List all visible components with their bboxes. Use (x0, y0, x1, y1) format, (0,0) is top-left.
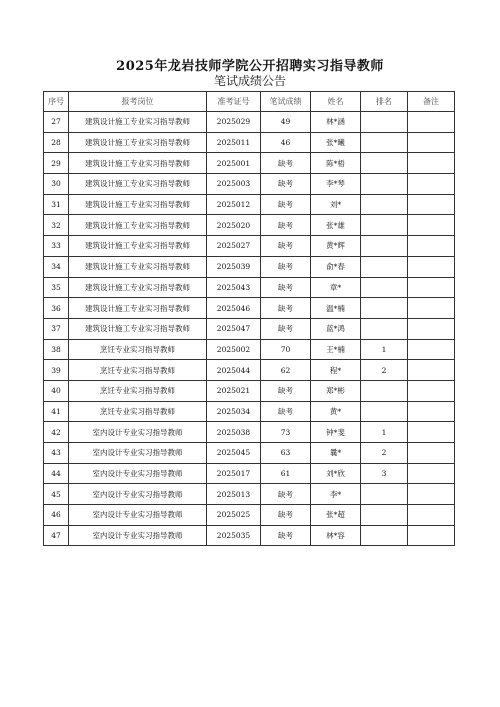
cell-seq: 37 (44, 318, 69, 339)
document-subtitle: 笔试成绩公告 (213, 74, 286, 88)
cell-exam-id: 2025043 (207, 277, 261, 298)
cell-name: 陈*梧 (311, 153, 361, 174)
cell-name: 李*琴 (311, 174, 361, 195)
cell-score: 61 (261, 463, 311, 484)
cell-name: 郑*彬 (311, 380, 361, 401)
cell-name: 张*曦 (311, 132, 361, 153)
cell-seq: 32 (44, 215, 69, 236)
cell-name: 张*雄 (311, 215, 361, 236)
cell-position: 室内设计专业实习指导教师 (69, 443, 207, 464)
cell-remarks (408, 298, 455, 319)
cell-remarks (408, 525, 455, 546)
cell-score: 缺考 (261, 318, 311, 339)
table-row (44, 422, 455, 443)
table-row (44, 112, 455, 133)
header-name: 姓名 (311, 92, 361, 112)
header-position: 报考岗位 (69, 92, 207, 112)
cell-position: 烹饪专业实习指导教师 (69, 380, 207, 401)
table-row (44, 525, 455, 546)
cell-name: 温*楠 (311, 298, 361, 319)
cell-rank: 1 (361, 339, 408, 360)
cell-rank (361, 215, 408, 236)
cell-exam-id: 2025003 (207, 174, 261, 195)
cell-exam-id: 2025034 (207, 401, 261, 422)
cell-rank: 2 (361, 443, 408, 464)
cell-remarks (408, 505, 455, 526)
cell-remarks (408, 380, 455, 401)
cell-rank (361, 277, 408, 298)
cell-exam-id: 2025039 (207, 256, 261, 277)
document-title: 2025年龙岩技师学院公开招聘实习指导教师 (116, 59, 384, 74)
cell-rank (361, 380, 408, 401)
cell-position: 烹饪专业实习指导教师 (69, 360, 207, 381)
cell-exam-id: 2025029 (207, 112, 261, 133)
cell-remarks (408, 132, 455, 153)
cell-rank (361, 484, 408, 505)
cell-seq: 46 (44, 505, 69, 526)
cell-score: 46 (261, 132, 311, 153)
cell-exam-id: 2025044 (207, 360, 261, 381)
table-row (44, 194, 455, 215)
cell-rank: 2 (361, 360, 408, 381)
cell-seq: 31 (44, 194, 69, 215)
cell-remarks (408, 318, 455, 339)
cell-remarks (408, 256, 455, 277)
cell-exam-id: 2025021 (207, 380, 261, 401)
header-seq: 序号 (44, 92, 69, 112)
cell-position: 建筑设计施工专业实习指导教师 (69, 318, 207, 339)
header-score: 笔试成绩 (261, 92, 311, 112)
cell-score: 缺考 (261, 484, 311, 505)
cell-remarks (408, 194, 455, 215)
cell-score: 62 (261, 360, 311, 381)
cell-name: 蓝*鸿 (311, 318, 361, 339)
cell-name: 刘* (311, 194, 361, 215)
cell-rank (361, 525, 408, 546)
score-table (43, 91, 455, 546)
cell-name: 林*容 (311, 525, 361, 546)
cell-rank: 3 (361, 463, 408, 484)
cell-exam-id: 2025047 (207, 318, 261, 339)
table-row (44, 215, 455, 236)
cell-score: 缺考 (261, 277, 311, 298)
cell-remarks (408, 174, 455, 195)
cell-position: 室内设计专业实习指导教师 (69, 463, 207, 484)
cell-seq: 45 (44, 484, 69, 505)
cell-remarks (408, 215, 455, 236)
cell-score: 49 (261, 112, 311, 133)
cell-seq: 43 (44, 443, 69, 464)
cell-score: 缺考 (261, 194, 311, 215)
cell-seq: 44 (44, 463, 69, 484)
cell-position: 建筑设计施工专业实习指导教师 (69, 153, 207, 174)
cell-seq: 42 (44, 422, 69, 443)
cell-rank (361, 236, 408, 257)
cell-position: 建筑设计施工专业实习指导教师 (69, 298, 207, 319)
cell-exam-id: 2025017 (207, 463, 261, 484)
cell-exam-id: 2025027 (207, 236, 261, 257)
table-header-row (44, 92, 455, 112)
cell-seq: 34 (44, 256, 69, 277)
cell-remarks (408, 401, 455, 422)
header-remarks: 备注 (408, 92, 455, 112)
cell-remarks (408, 360, 455, 381)
cell-rank (361, 174, 408, 195)
cell-rank (361, 153, 408, 174)
table-row (44, 277, 455, 298)
cell-name: 刘*欣 (311, 463, 361, 484)
cell-position: 建筑设计施工专业实习指导教师 (69, 174, 207, 195)
table-row (44, 463, 455, 484)
cell-score: 73 (261, 422, 311, 443)
cell-score: 缺考 (261, 215, 311, 236)
cell-position: 建筑设计施工专业实习指导教师 (69, 112, 207, 133)
cell-rank (361, 194, 408, 215)
cell-name: 张*超 (311, 505, 361, 526)
cell-seq: 28 (44, 132, 69, 153)
cell-remarks (408, 443, 455, 464)
cell-score: 缺考 (261, 174, 311, 195)
cell-exam-id: 2025011 (207, 132, 261, 153)
cell-name: 黄*辉 (311, 236, 361, 257)
cell-name: 俞*春 (311, 256, 361, 277)
cell-name: 黄* (311, 401, 361, 422)
cell-rank (361, 401, 408, 422)
cell-exam-id: 2025035 (207, 525, 261, 546)
table-row (44, 505, 455, 526)
cell-rank (361, 505, 408, 526)
cell-exam-id: 2025038 (207, 422, 261, 443)
cell-exam-id: 2025046 (207, 298, 261, 319)
cell-exam-id: 2025045 (207, 443, 261, 464)
cell-exam-id: 2025013 (207, 484, 261, 505)
cell-exam-id: 2025025 (207, 505, 261, 526)
cell-position: 室内设计专业实习指导教师 (69, 525, 207, 546)
cell-position: 室内设计专业实习指导教师 (69, 484, 207, 505)
cell-position: 建筑设计施工专业实习指导教师 (69, 236, 207, 257)
table-row (44, 318, 455, 339)
cell-rank (361, 298, 408, 319)
table-row (44, 443, 455, 464)
cell-score: 缺考 (261, 401, 311, 422)
table-row (44, 153, 455, 174)
cell-name: 程* (311, 360, 361, 381)
cell-remarks (408, 236, 455, 257)
cell-rank (361, 132, 408, 153)
cell-seq: 40 (44, 380, 69, 401)
cell-position: 建筑设计施工专业实习指导教师 (69, 194, 207, 215)
cell-seq: 29 (44, 153, 69, 174)
table-row (44, 360, 455, 381)
cell-remarks (408, 277, 455, 298)
cell-exam-id: 2025020 (207, 215, 261, 236)
cell-position: 建筑设计施工专业实习指导教师 (69, 132, 207, 153)
cell-seq: 35 (44, 277, 69, 298)
cell-position: 建筑设计施工专业实习指导教师 (69, 215, 207, 236)
cell-rank (361, 112, 408, 133)
cell-score: 缺考 (261, 256, 311, 277)
table-row (44, 236, 455, 257)
cell-seq: 39 (44, 360, 69, 381)
cell-remarks (408, 422, 455, 443)
cell-position: 烹饪专业实习指导教师 (69, 401, 207, 422)
cell-exam-id: 2025002 (207, 339, 261, 360)
cell-name: 曩* (311, 443, 361, 464)
cell-remarks (408, 463, 455, 484)
cell-position: 室内设计专业实习指导教师 (69, 505, 207, 526)
cell-score: 缺考 (261, 505, 311, 526)
cell-exam-id: 2025012 (207, 194, 261, 215)
table-row (44, 401, 455, 422)
table-row (44, 132, 455, 153)
cell-score: 缺考 (261, 298, 311, 319)
header-exam-id: 准考证号 (207, 92, 261, 112)
cell-position: 建筑设计施工专业实习指导教师 (69, 256, 207, 277)
table-row (44, 298, 455, 319)
cell-score: 缺考 (261, 380, 311, 401)
table-body (44, 112, 455, 546)
header-rank: 排名 (361, 92, 408, 112)
cell-seq: 41 (44, 401, 69, 422)
cell-name: 钟*斐 (311, 422, 361, 443)
cell-score: 70 (261, 339, 311, 360)
table-row (44, 256, 455, 277)
cell-remarks (408, 339, 455, 360)
cell-rank: 1 (361, 422, 408, 443)
table-row (44, 484, 455, 505)
cell-seq: 27 (44, 112, 69, 133)
cell-score: 缺考 (261, 153, 311, 174)
cell-name: 章* (311, 277, 361, 298)
cell-score: 63 (261, 443, 311, 464)
table-row (44, 380, 455, 401)
cell-score: 缺考 (261, 236, 311, 257)
cell-remarks (408, 112, 455, 133)
table-row (44, 174, 455, 195)
cell-seq: 36 (44, 298, 69, 319)
cell-position: 建筑设计施工专业实习指导教师 (69, 277, 207, 298)
cell-score: 缺考 (261, 525, 311, 546)
cell-name: 林*涵 (311, 112, 361, 133)
cell-name: 王*楠 (311, 339, 361, 360)
cell-remarks (408, 153, 455, 174)
cell-position: 室内设计专业实习指导教师 (69, 422, 207, 443)
cell-seq: 38 (44, 339, 69, 360)
cell-remarks (408, 484, 455, 505)
cell-rank (361, 256, 408, 277)
cell-name: 李* (311, 484, 361, 505)
cell-exam-id: 2025001 (207, 153, 261, 174)
cell-seq: 30 (44, 174, 69, 195)
cell-position: 烹饪专业实习指导教师 (69, 339, 207, 360)
cell-seq: 33 (44, 236, 69, 257)
cell-seq: 47 (44, 525, 69, 546)
table-row (44, 339, 455, 360)
cell-rank (361, 318, 408, 339)
